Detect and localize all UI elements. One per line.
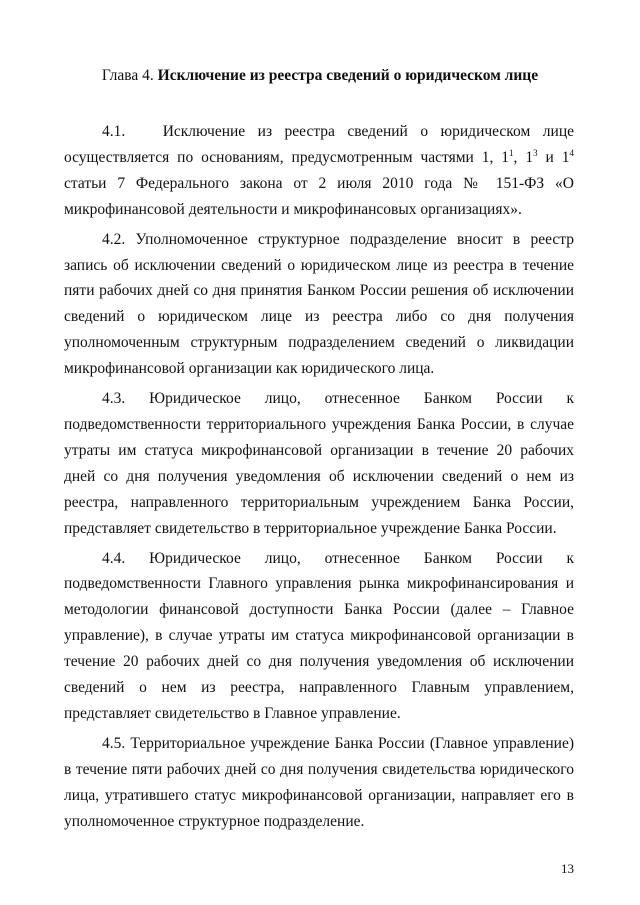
paragraph-4-1-text-mid2: и 1 bbox=[537, 148, 570, 166]
paragraph-4-1 bbox=[64, 119, 574, 223]
superscript-1: 1 bbox=[509, 147, 514, 158]
superscript-3: 3 bbox=[533, 147, 538, 158]
paragraph-4-4: 4.4. Юридическое лицо, отнесенное Банком России к подведомственности Главного управления рынка микрофинансирования и методологии финансовой доступности Банка России (далее – Главное управление), в случае утраты им статуса микрофинансовой организации в течение 20 рабочих дней со дня получения уведомления об исключении сведений о нем из реестра, направленного Главным управлением, представляет свидетельство в Главное управление. bbox=[64, 549, 574, 722]
chapter-label: Глава 4. bbox=[101, 67, 158, 84]
page-number: 13 bbox=[561, 861, 574, 876]
chapter-title: Исключение из реестра сведений о юридическом лице bbox=[157, 67, 539, 84]
paragraph-4-3: 4.3. Юридическое лицо, отнесенное Банком России к подведомственности территориального учреждения Банка России, в случае утраты им статуса микрофинансовой организации в течение 20 рабочих дней со дня получения уведомления об исключении сведений о нем из реестра, направленного территориальным учреждением Банка России, представляет свидетельство в территориальное учреждение Банка России. bbox=[64, 390, 574, 537]
chapter-body bbox=[64, 119, 574, 838]
paragraph-4-2: 4.2. Уполномоченное структурное подразделение вносит в реестр запись об исключении сведений о юридическом лице из реестра в течение пяти рабочих дней со дня принятия Банком России решения об исключении сведений о юридическом лице из реестра либо со дня получения уполномоченным структурным подразделением сведений о ликвидации микрофинансовой организации как юридического лица. bbox=[64, 230, 574, 378]
paragraph-4-1-text-mid1: , 1 bbox=[513, 148, 534, 166]
paragraph-4-1-text-start: 4.1. Исключение из реестра сведений о юридическом лице осуществляется по основаниям, предусмотренным частями 1, 1 bbox=[64, 123, 574, 166]
superscript-4: 4 bbox=[569, 147, 575, 158]
paragraph-4-5: 4.5. Территориальное учреждение Банка России (Главное управление) в течение пяти рабочих дней со дня получения свидетельства юридического лица, утратившего статус микрофинансовой организации, направляет его в уполномоченное структурное подразделение. bbox=[64, 734, 574, 830]
chapter-heading bbox=[0, 66, 640, 86]
paragraph-4-1-text-end: статьи 7 Федерального закона от 2 июля 2010 года № 151-ФЗ «О микрофинансовой деятельности и микрофинансовых организациях». bbox=[64, 174, 574, 218]
